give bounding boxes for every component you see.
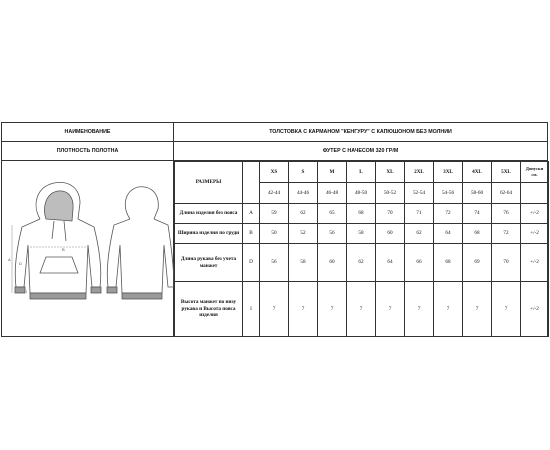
size-header: 4XL: [463, 162, 492, 183]
size-value: 68: [463, 224, 492, 244]
size-value: 64: [376, 244, 405, 282]
size-header: L: [347, 162, 376, 183]
size-value: 7: [405, 281, 434, 336]
name-row: [2, 123, 547, 142]
size-value: 7: [434, 281, 463, 336]
size-header: 2XL: [405, 162, 434, 183]
front-hood-opening: [45, 191, 74, 221]
size-value: 60: [376, 224, 405, 244]
hoodie-sketch: [2, 161, 174, 337]
size-value: 62: [405, 224, 434, 244]
size-table: [174, 161, 549, 337]
size-header: XL: [376, 162, 405, 183]
size-value: 7: [347, 281, 376, 336]
size-range: 46-48: [318, 183, 347, 204]
param-name: Высота манжет по низу рукава и Высота пояса изделия: [175, 281, 243, 336]
tolerance-value: +/-2: [521, 224, 549, 244]
size-range: 52-54: [405, 183, 434, 204]
size-value: 7: [289, 281, 318, 336]
size-value: 7: [260, 281, 289, 336]
back-body-outline: [107, 219, 174, 293]
size-header: S: [289, 162, 318, 183]
size-value: 7: [376, 281, 405, 336]
hoodie-drawing: [2, 161, 174, 337]
size-value: 50: [260, 224, 289, 244]
size-header: XS: [260, 162, 289, 183]
size-value: 70: [376, 204, 405, 224]
tolerance-header: Допуски см.: [521, 162, 549, 183]
param-name: Длина рукава без учета манжет: [175, 244, 243, 282]
size-value: 7: [492, 281, 521, 336]
front-cuff-right: [91, 287, 101, 293]
size-value: 58: [289, 244, 318, 282]
size-range: 48-50: [347, 183, 376, 204]
size-value: 62: [289, 204, 318, 224]
back-hem-rib: [122, 293, 162, 299]
size-value: 52: [289, 224, 318, 244]
front-cuff-left: [15, 287, 28, 294]
tolerance-value: +/-2: [521, 244, 549, 282]
size-range: 42-44: [260, 183, 289, 204]
size-value: 65: [318, 204, 347, 224]
size-value: 7: [318, 281, 347, 336]
code-header-blank: [243, 162, 260, 204]
front-body-outline: [15, 219, 101, 293]
size-range: 44-46: [289, 183, 318, 204]
density-row: [2, 142, 547, 161]
back-hood-outline: [125, 187, 158, 219]
size-value: 71: [405, 204, 434, 224]
front-drawstring-left: [52, 221, 54, 239]
size-value: 60: [318, 244, 347, 282]
name-label: НАИМЕНОВАНИЕ: [2, 123, 174, 141]
size-value: 76: [492, 204, 521, 224]
param-code: I: [243, 281, 260, 336]
marker-b: B: [62, 247, 65, 252]
front-kangaroo-pocket: [40, 257, 78, 273]
param-code: A: [243, 204, 260, 224]
marker-d: D: [19, 261, 22, 266]
size-value: 56: [260, 244, 289, 282]
tolerance-value: +/-2: [521, 204, 549, 224]
front-hem-rib: [30, 293, 86, 299]
marker-i: I: [26, 289, 28, 294]
size-header: 5XL: [492, 162, 521, 183]
size-value: 59: [260, 204, 289, 224]
sizes-header: РАЗМЕРЫ: [175, 162, 243, 204]
marker-a: A: [8, 257, 11, 262]
size-value: 64: [434, 224, 463, 244]
size-range: 58-60: [463, 183, 492, 204]
size-spec-sheet: [1, 122, 548, 337]
size-range: 62-64: [492, 183, 521, 204]
param-code: B: [243, 224, 260, 244]
density-value: ФУТЕР С НАЧЕСОМ 320 ГР/М: [322, 148, 399, 154]
size-range: 50-52: [376, 183, 405, 204]
tolerance-range-blank: [521, 183, 549, 204]
front-drawstring-right: [64, 221, 66, 241]
size-range: 54-56: [434, 183, 463, 204]
size-value: 69: [463, 244, 492, 282]
product-name: ТОЛСТОВКА С КАРМАНОМ "КЕНГУРУ" С КАПЮШОНОМ БЕЗ МОЛНИИ: [269, 129, 452, 135]
size-value: 68: [434, 244, 463, 282]
size-value: 72: [434, 204, 463, 224]
size-value: 74: [463, 204, 492, 224]
table-row: [175, 281, 549, 336]
size-value: 66: [405, 244, 434, 282]
size-value: 56: [318, 224, 347, 244]
size-header: 3XL: [434, 162, 463, 183]
table-row: [175, 204, 549, 224]
size-value: 72: [492, 224, 521, 244]
size-value: 70: [492, 244, 521, 282]
size-value: 62: [347, 244, 376, 282]
density-label: ПЛОТНОСТЬ ПОЛОТНА: [2, 142, 174, 160]
back-cuff-left: [107, 287, 117, 293]
param-name: Длина изделия без пояса: [175, 204, 243, 224]
table-row: [175, 224, 549, 244]
param-code: D: [243, 244, 260, 282]
param-name: Ширина изделия по груди: [175, 224, 243, 244]
size-value: 7: [463, 281, 492, 336]
tolerance-value: +/-2: [521, 281, 549, 336]
size-value: 58: [347, 224, 376, 244]
table-row: [175, 244, 549, 282]
size-header: M: [318, 162, 347, 183]
size-value: 68: [347, 204, 376, 224]
